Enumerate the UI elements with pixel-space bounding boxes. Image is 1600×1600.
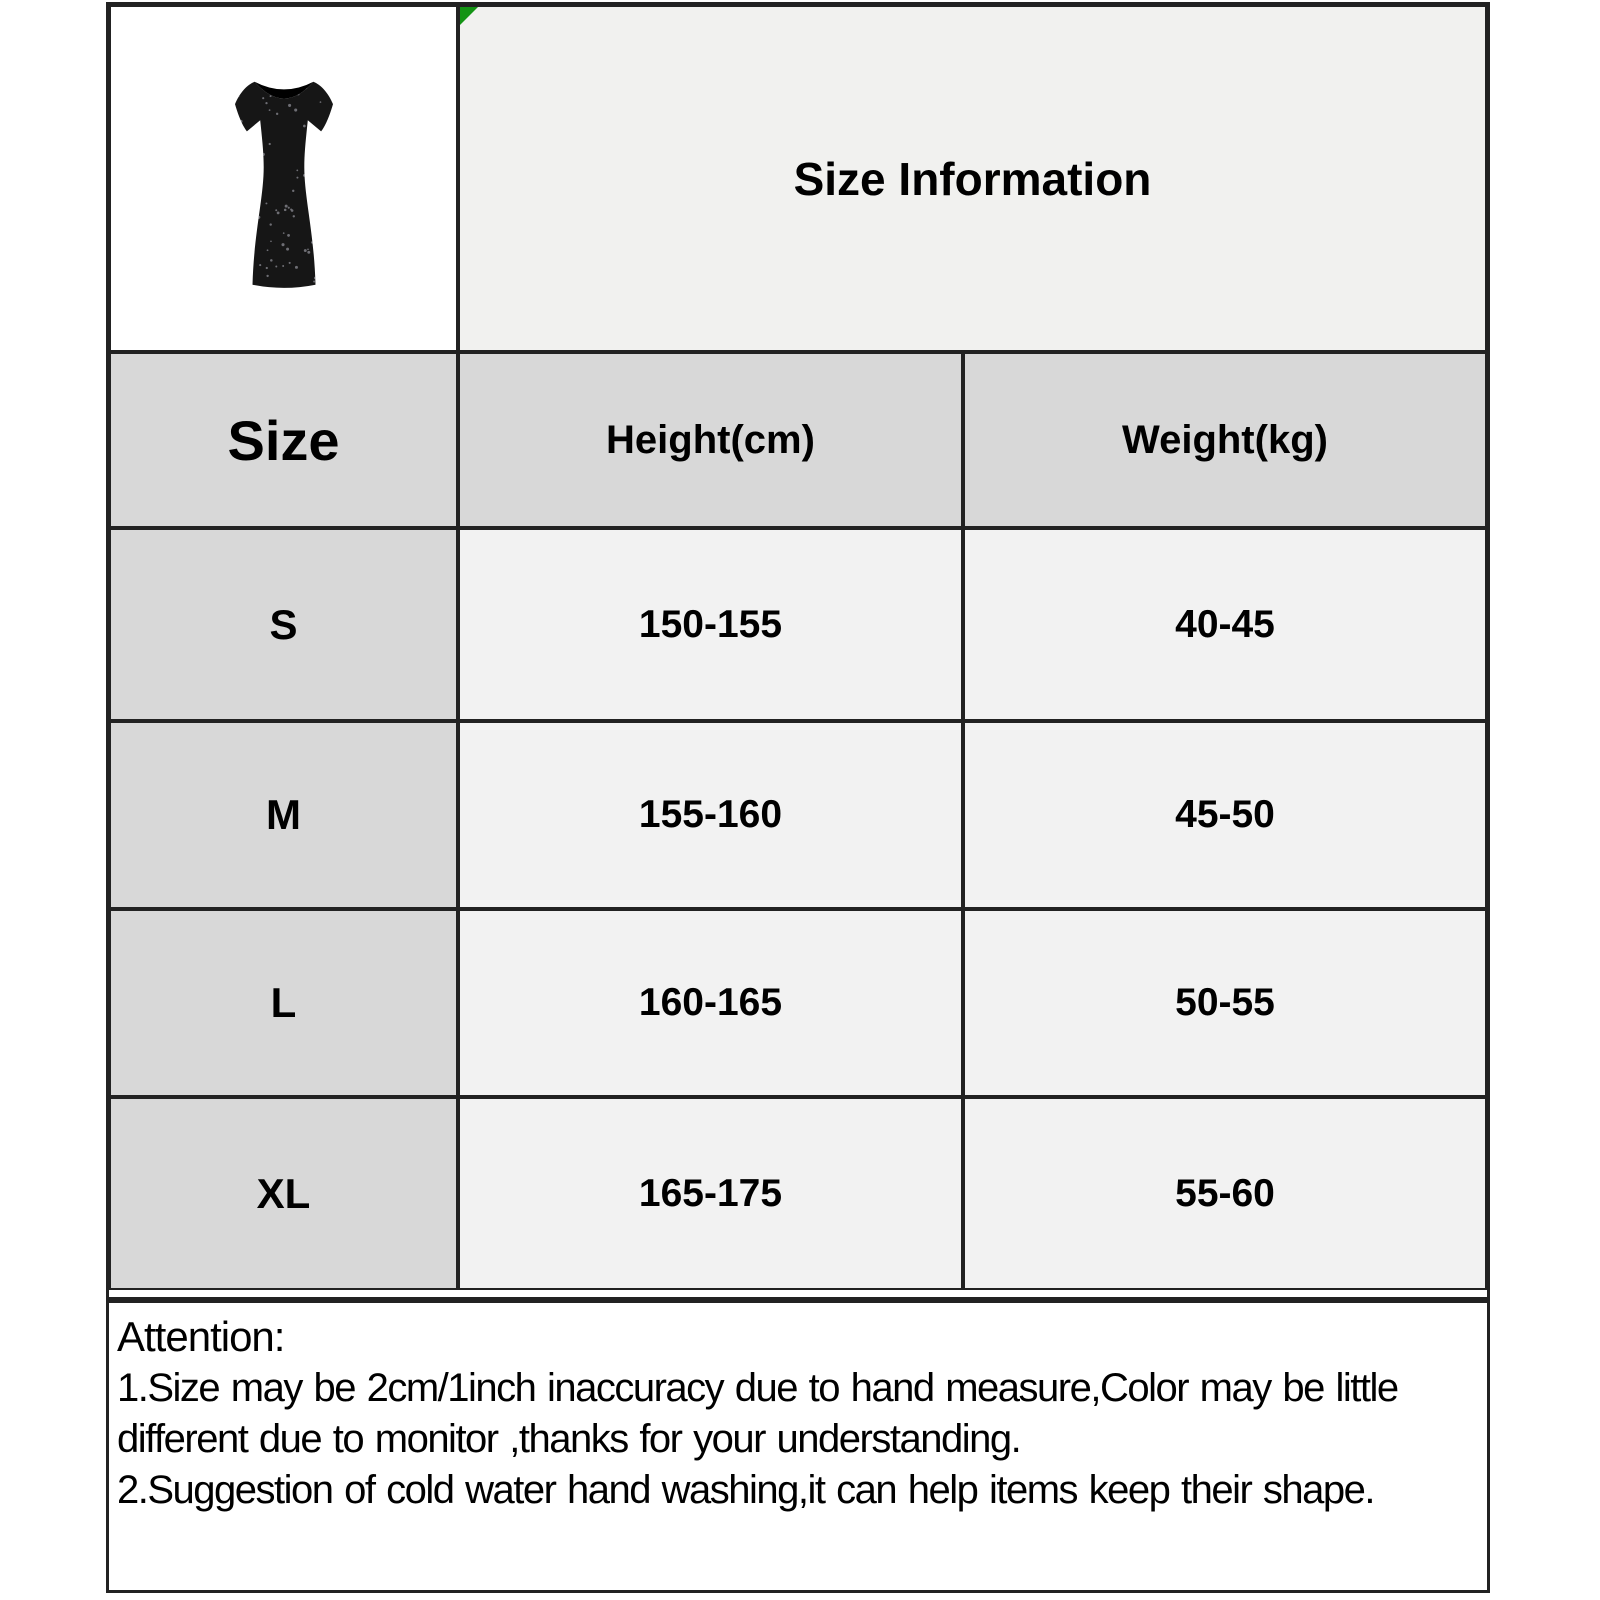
column-header-weight: Weight(kg) <box>963 352 1487 528</box>
cell-error-indicator-icon <box>460 7 478 25</box>
attention-note-line: 1.Size may be 2cm/1inch inaccuracy due to hand measure,Color may be little <box>117 1366 1398 1410</box>
product-image-cell <box>109 5 458 352</box>
page-title: Size Information <box>793 152 1152 205</box>
height-value-xl: 165-175 <box>458 1097 963 1290</box>
height-value-s: 150-155 <box>458 528 963 721</box>
height-value-l: 160-165 <box>458 909 963 1097</box>
weight-value-s: 40-45 <box>963 528 1487 721</box>
size-information-table <box>106 2 1490 1300</box>
title-cell <box>458 5 1487 352</box>
column-header-height: Height(cm) <box>458 352 963 528</box>
height-value-m: 155-160 <box>458 721 963 909</box>
attention-note-line: 2.Suggestion of cold water hand washing,it can help items keep their shape. <box>117 1468 1374 1512</box>
size-label-m: M <box>109 721 458 909</box>
attention-box <box>106 1300 1490 1593</box>
attention-title: Attention: <box>117 1313 285 1360</box>
size-label-xl: XL <box>109 1097 458 1290</box>
attention-note-line: different due to monitor ,thanks for your understanding. <box>117 1417 1021 1461</box>
dress-image <box>214 18 354 340</box>
weight-value-m: 45-50 <box>963 721 1487 909</box>
size-label-l: L <box>109 909 458 1097</box>
weight-value-xl: 55-60 <box>963 1097 1487 1290</box>
weight-value-l: 50-55 <box>963 909 1487 1097</box>
size-label-s: S <box>109 528 458 721</box>
column-header-size: Size <box>109 352 458 528</box>
